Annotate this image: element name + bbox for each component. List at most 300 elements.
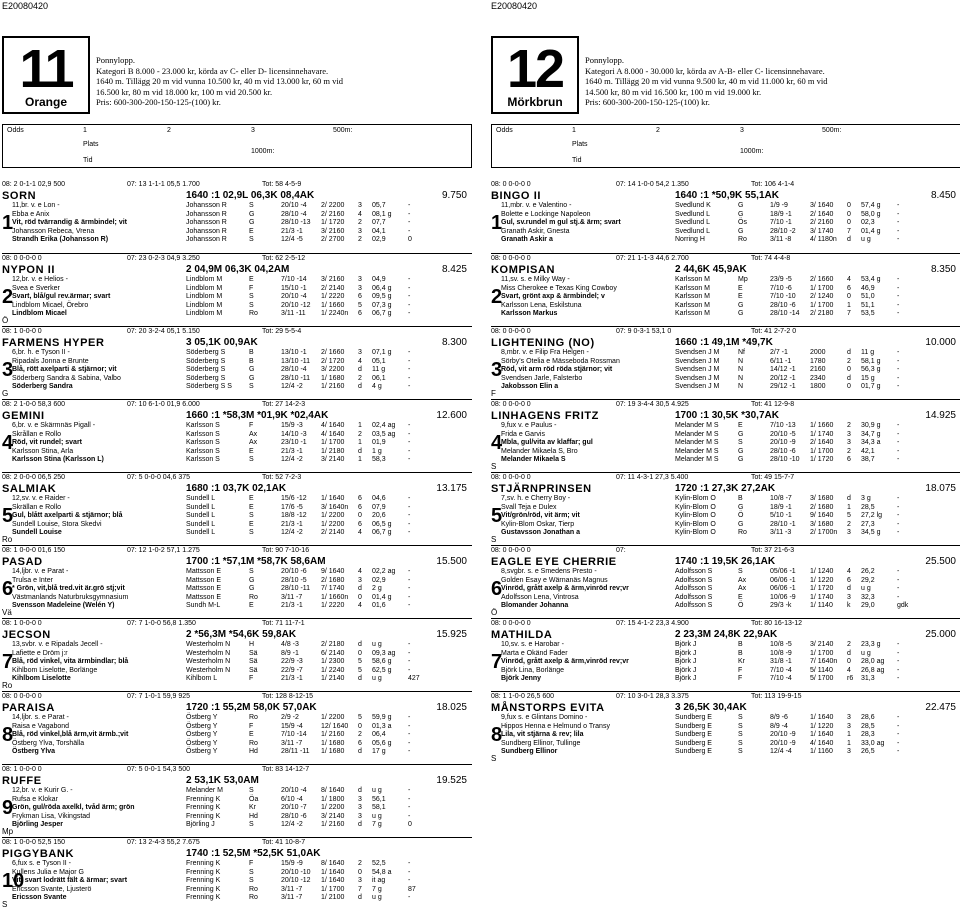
detail-line: Sundberg Ellinor, Tullinge — [501, 739, 581, 747]
detail-line: Kullens Julia e Major G — [12, 868, 84, 876]
run-cell: Sundell L — [186, 520, 216, 528]
run-cell: 3/11 -7 — [281, 739, 303, 747]
run-cell: Karlsson S — [186, 456, 220, 464]
detail-line: Hippos Henna e Helmund o Transy — [501, 722, 610, 730]
horse-stats — [2, 839, 472, 847]
run-cell: u g — [861, 585, 871, 593]
run-cell: 20/10 -5 — [770, 430, 796, 438]
horse-record: 1700 :1 *57,1M *58,7K 58,6AM — [186, 556, 326, 567]
run-cell: Björling J — [186, 821, 215, 829]
stat-line: Tot: 128 8-12-15 — [262, 693, 313, 700]
run-cell: Karlsson S — [186, 430, 220, 438]
stat-line: 08: 0 0-0-0 0 — [491, 328, 531, 335]
run-cell: 2 — [358, 374, 362, 382]
horse-details — [501, 568, 629, 611]
detail-line: 6,br. v. e Skärmnäs Pigall - — [12, 422, 96, 429]
horse-details — [12, 714, 128, 757]
run-cell: 17/6 -5 — [281, 503, 303, 511]
start-number: 1 — [491, 212, 503, 234]
run-cell: 0 — [847, 210, 851, 218]
run-cell: 3 — [358, 276, 362, 283]
detail-line: Björling Jesper — [12, 821, 63, 829]
run-cell: 0 — [847, 202, 851, 209]
grid-label-c1: 1 — [83, 127, 87, 134]
run-cell: 7/10 -13 — [770, 422, 796, 429]
run-cell: 20/10 -6 — [281, 568, 307, 575]
run-cell: - — [408, 641, 411, 648]
run-cell: 1/ 1220 — [810, 722, 834, 730]
run-cell: 7/ 1640n — [810, 658, 838, 666]
run-cell: Sä — [249, 666, 258, 674]
horse-details — [12, 349, 121, 392]
horse-stats — [491, 620, 960, 628]
run-cell: 2/ 1660 — [810, 276, 834, 283]
run-cell: 3 — [358, 795, 362, 803]
page-code: E20080420 — [2, 1, 49, 11]
run-cell: d — [847, 649, 851, 657]
detail-line: Trulsa e Inter — [12, 576, 53, 584]
run-cell: - — [408, 349, 411, 356]
run-cell: 0 — [358, 512, 362, 520]
run-cell: G — [738, 503, 744, 511]
run-cell: - — [897, 422, 900, 429]
run-cell: Melander M S — [675, 430, 719, 438]
start-number: 4 — [491, 432, 503, 454]
horse-entry — [491, 253, 960, 326]
horse-list — [2, 180, 472, 910]
run-cell: - — [408, 227, 411, 235]
run-cell: Johansson R — [186, 202, 227, 209]
run-cell: 6/10 -4 — [281, 795, 303, 803]
run-cell: 15 g — [861, 374, 875, 382]
run-cell: 1/ 1640 — [321, 868, 345, 876]
run-cell: S — [249, 568, 254, 575]
run-cell: 5 — [358, 666, 362, 674]
run-cell: 1/ 2160 — [321, 821, 345, 829]
run-cell: - — [408, 731, 411, 739]
run-cell: 5 — [358, 658, 362, 666]
horse-record: 1720 :1 55,2M 58,0K 57,0AK — [186, 702, 317, 713]
run-cell: 7/ 1740 — [321, 585, 345, 593]
horse-entry — [2, 180, 472, 253]
run-cell: 1 — [847, 503, 851, 511]
detail-line: Marta e Okänd Fader — [501, 649, 568, 657]
horse-prize: 18.025 — [436, 702, 467, 713]
run-cell: N — [738, 366, 744, 374]
run-cell: 04,1 — [372, 227, 386, 235]
run-cell: 1/ 1640 — [321, 877, 345, 885]
run-cell: Frenning K — [186, 795, 221, 803]
run-cell: 1/9 -9 — [770, 202, 788, 209]
run-cell: - — [897, 739, 900, 747]
stat-line: 08: 2 0-1-1 02,9 500 — [2, 181, 66, 188]
stat-line: 07: 13 1-1-1 05,5 1.700 — [127, 181, 200, 188]
run-cell: 15/9 -9 — [281, 860, 303, 867]
run-cell: Frenning K — [186, 877, 221, 885]
race-info-line: Pris: 600-300-200-150-125-(100) kr. — [585, 97, 710, 107]
run-cell: 3/ 1740 — [810, 227, 834, 235]
detail-line: Röd, vit arm röd röda stjärnor; vit — [501, 366, 613, 374]
run-cell: 2/ 2140 — [321, 529, 345, 537]
run-cell: 06/06 -1 — [770, 585, 796, 593]
run-cell: - — [408, 568, 411, 575]
run-cell: d — [847, 349, 851, 356]
horse-entry — [2, 545, 472, 618]
run-cell: 7 — [847, 227, 851, 235]
run-cell: it ag — [372, 877, 386, 885]
run-cell: 1/ 1680 — [321, 748, 345, 756]
run-cell: 01,9 — [372, 439, 386, 447]
run-cell: S — [738, 568, 743, 575]
run-cell: 4 g — [372, 383, 382, 391]
stat-line: 07: 19 3-4-4 30,5 4.925 — [616, 401, 689, 408]
detail-line: 14,ljbr. s. e Parat - — [12, 714, 69, 721]
run-cell: 8/9 -4 — [770, 722, 788, 730]
grid-label-m1000: 1000m: — [740, 148, 764, 155]
run-cell: 07,3 g — [372, 301, 392, 309]
run-cell: Mattsson E — [186, 568, 222, 575]
run-cell: 5 — [358, 714, 362, 721]
run-cell: E — [249, 495, 254, 502]
run-cell: - — [408, 748, 411, 756]
horse-name: PARAISA — [2, 702, 55, 714]
run-cell: 6 — [358, 293, 362, 301]
run-cell: Melander M S — [675, 447, 719, 455]
run-cell: 02,9 — [372, 236, 386, 244]
run-cell: Frenning K — [186, 868, 221, 876]
run-cell: - — [897, 722, 900, 730]
run-cell: Björk J — [675, 666, 697, 674]
detail-line: Bolette e Lockinge Napoleon — [501, 210, 591, 218]
run-cell: 27,3 — [861, 520, 875, 528]
detail-line: Gul, sv.rundel m gul stj.& ärm; svart — [501, 219, 621, 227]
run-cell: 7/10 -10 — [770, 293, 796, 301]
run-cell: 53,4 g — [861, 276, 881, 283]
run-cell: 1/ 2240n — [321, 310, 349, 318]
horse-stats — [491, 401, 960, 409]
run-cell: Svendsen J M — [675, 366, 720, 374]
stat-line: Tot: 83 14-12-7 — [262, 766, 310, 773]
horse-entry — [2, 691, 472, 764]
run-cell: E — [249, 731, 254, 739]
run-cell: 1/ 2200 — [321, 804, 345, 812]
stat-line: 08: 1 0-0-0 0 — [2, 766, 42, 773]
run-cell: - — [408, 284, 411, 292]
detail-line: Kylin-Blom Oskar, Tierp — [501, 520, 575, 528]
run-cell: 1/ 2200 — [321, 512, 345, 520]
stat-line: 08: 2 1-0-0 58,3 600 — [2, 401, 66, 408]
run-cell: S — [738, 739, 743, 747]
run-cell: Adolfsson S — [675, 585, 713, 593]
run-cell: 29,0 — [861, 602, 875, 610]
run-cell: Björk J — [675, 649, 697, 657]
run-cell: - — [897, 576, 900, 584]
run-cell: G — [738, 301, 744, 309]
detail-line: 7,sv. h. e Cherry Boy - — [501, 495, 571, 502]
horse-name: LIGHTENING (NO) — [491, 337, 595, 349]
horse-stats — [491, 255, 960, 263]
run-cell: 1/ 1640 — [321, 495, 345, 502]
run-cell: G — [738, 227, 744, 235]
detail-line: 9,fux s. e Glintans Domino - — [501, 714, 588, 721]
run-cell: 0 — [358, 722, 362, 730]
run-cell: G — [249, 210, 255, 218]
run-cell: S — [249, 512, 254, 520]
run-cell: Adolfsson S — [675, 593, 713, 601]
race-info-line: 1640 m. Tillägg 20 m vid vunna 10.500 kr, 40 m vid 13.000 kr, 60 m vid — [96, 76, 344, 86]
run-cell: 10/8 -5 — [770, 641, 792, 648]
run-cell: - — [408, 739, 411, 747]
race-box — [491, 36, 579, 114]
run-cell: 2/7 -1 — [770, 349, 788, 356]
run-cell: 3/11 -8 — [770, 236, 792, 244]
detail-line: Karlsson Markus — [501, 310, 558, 318]
run-cell: Sundberg E — [675, 739, 712, 747]
detail-line: 10,sv. s. e Harobar - — [501, 641, 564, 648]
run-cell: 34,5 g — [861, 529, 881, 537]
run-cell: Kylin-Blom O — [675, 520, 716, 528]
run-cell: 8/ 1640 — [321, 787, 345, 794]
run-cell: - — [408, 430, 411, 438]
run-cell: - — [897, 383, 900, 391]
run-cell: 4 — [847, 666, 851, 674]
grid-label-plats: Plats — [83, 141, 99, 148]
stat-line: Tot: 106 4-1-4 — [751, 181, 795, 188]
run-cell: E — [738, 284, 743, 292]
run-cell: 4 — [358, 602, 362, 610]
run-cell: - — [408, 202, 411, 209]
run-cell: 7/10 -14 — [281, 276, 307, 283]
run-cell: - — [408, 301, 411, 309]
run-cell: - — [408, 503, 411, 511]
district-sign: Ö — [491, 608, 498, 617]
run-cell: 1/ 1700 — [810, 447, 834, 455]
race-color: Orange — [24, 95, 67, 109]
detail-line: Lindblom Micael, Örebro — [12, 301, 89, 309]
run-cell: 3 — [847, 593, 851, 601]
run-cell: 1/ 1700 — [321, 885, 345, 893]
run-cell: F — [249, 675, 254, 683]
run-cell: Svedlund K — [675, 202, 711, 209]
horse-stats — [491, 547, 960, 555]
run-cell: 04,9 — [372, 276, 386, 283]
run-cell: - — [897, 236, 900, 244]
run-cell: 2/ 2140 — [321, 284, 345, 292]
start-number: 7 — [2, 651, 14, 673]
run-cell: d — [847, 236, 851, 244]
horse-entry — [491, 326, 960, 399]
run-cell: Mattsson E — [186, 585, 222, 593]
run-cell: Ax — [738, 585, 747, 593]
run-cell: Kr — [738, 658, 745, 666]
horse-entry — [2, 764, 472, 837]
stat-line: Tot: 29 5-5-4 — [262, 328, 302, 335]
run-cell: - — [408, 383, 411, 391]
run-cell: - — [408, 366, 411, 374]
run-cell: u g — [372, 812, 382, 820]
stat-line: 07: 5 0-0-0 04,6 375 — [127, 474, 191, 481]
run-cell: - — [897, 210, 900, 218]
run-cell: 3/ 2160 — [321, 227, 345, 235]
race-info-line: 14.500 kr, 80 m vid 16.500 kr, 100 m vid 19.000 kr. — [585, 86, 762, 97]
run-cell: Lindblom M — [186, 284, 223, 292]
run-cell: 14/10 -3 — [281, 430, 307, 438]
detail-line: Granath Askir a — [501, 236, 553, 244]
run-cell: Mattsson E — [186, 576, 222, 584]
grid-label-plats: Plats — [572, 141, 588, 148]
horse-record: 2 53,1K 53,0AM — [186, 775, 259, 786]
horse-name: STJÄRNPRINSEN — [491, 483, 592, 495]
run-cell: Westerholm N — [186, 666, 231, 674]
run-cell: 4/ 1640 — [321, 422, 345, 429]
run-cell: Norring H — [675, 236, 705, 244]
run-cell: 06,4 — [372, 731, 386, 739]
run-cell: Sundh M-L — [186, 602, 221, 610]
run-cell: 34,3 a — [861, 439, 881, 447]
run-cell: Ro — [249, 714, 258, 721]
run-cell: - — [897, 520, 900, 528]
race-info-line: Ponnylopp. — [585, 55, 624, 65]
run-cell: 3/11 -7 — [281, 894, 303, 902]
run-cell: Sä — [249, 658, 258, 666]
detail-line: Frida e Garvis — [501, 430, 545, 438]
run-cell: N — [738, 357, 744, 365]
district-sign: Ro — [2, 681, 13, 690]
run-cell: 3 — [358, 576, 362, 584]
detail-line: Vinröd, grått axelp & ärm,vinröd rev;vr — [501, 585, 629, 593]
run-cell: 2 — [847, 422, 851, 429]
run-cell: Karlsson M — [675, 293, 711, 301]
run-cell: 13/10 -11 — [281, 357, 311, 365]
run-cell: Östberg Y — [186, 748, 218, 756]
run-cell: Melander M S — [675, 422, 719, 429]
run-cell: 08,1 g — [372, 210, 392, 218]
grid-label-m500: 500m: — [822, 127, 842, 134]
run-cell: 3 — [847, 722, 851, 730]
run-cell: Östberg Y — [186, 714, 218, 721]
run-cell: - — [897, 748, 900, 756]
horse-record: 3 05,1K 00,9AK — [186, 337, 258, 348]
run-cell: 4 — [847, 568, 851, 575]
run-cell: Sä — [249, 649, 258, 657]
run-cell: 26,8 ag — [861, 666, 885, 674]
run-cell: 01,4 g — [372, 593, 392, 601]
horse-record: 2 44,6K 45,9AK — [675, 264, 747, 275]
run-cell: Björk J — [675, 675, 697, 683]
run-cell: 2000 — [810, 349, 826, 356]
run-cell: 6 — [847, 576, 851, 584]
detail-line: Svendsen Jarle, Falsterbo — [501, 374, 583, 382]
run-cell: F — [249, 860, 254, 867]
horse-prize: 9.750 — [441, 190, 467, 201]
run-cell: 12/4 -4 — [770, 748, 792, 756]
run-cell: 2 — [358, 860, 362, 867]
run-cell: - — [408, 593, 411, 601]
run-cell: 3/ 1680 — [810, 520, 834, 528]
stat-line: 07: 10 6-1-0 01,9 6.000 — [127, 401, 200, 408]
detail-line: Grön, gul/röda axelkl, tvåd ärm; grön — [12, 804, 135, 812]
run-cell: 0 — [847, 219, 851, 227]
run-cell: Söderberg S — [186, 357, 226, 365]
stat-line: Tot: 74 4-4-8 — [751, 255, 791, 262]
detail-line: Melander Mikaela S, Bro — [501, 447, 578, 455]
run-cell: - — [408, 293, 411, 301]
run-cell: Sundell L — [186, 495, 216, 502]
run-cell: S — [738, 439, 743, 447]
stat-line: 07: — [616, 547, 626, 554]
detail-line: Karlsson Lena, Eskilstuna — [501, 301, 582, 309]
stat-line: 08: 0 0-0-0 0 — [491, 181, 531, 188]
run-cell: Adolfsson S — [675, 576, 713, 584]
run-cell: Östberg Y — [186, 739, 218, 747]
run-cell: 12/4 -2 — [281, 529, 303, 537]
run-cell: 01,7 g — [861, 383, 881, 391]
run-cell: - — [897, 430, 900, 438]
stat-line: 08: 0 0-0-0 0 — [491, 401, 531, 408]
detail-line: Vinröd, grått axelp & ärm,vinröd rev;vr — [501, 658, 629, 666]
run-cell: - — [408, 512, 411, 520]
run-cell: 58,1 g — [861, 357, 881, 365]
run-cell: 1 — [847, 301, 851, 309]
start-number: 6 — [2, 578, 14, 600]
run-cell: 34,7 g — [861, 430, 881, 438]
detail-line: 12,sv. v. e Raider - — [12, 495, 70, 502]
stat-line: 08: 0 0-0-0 0 — [491, 255, 531, 262]
horse-prize: 15.500 — [436, 556, 467, 567]
run-cell: 28/10 -14 — [770, 310, 800, 318]
run-cell: 12/ 1640 — [321, 722, 349, 730]
stat-line: 08: 1 0-0-0 52,5 150 — [2, 839, 66, 846]
run-cell: 1/ 2180 — [321, 447, 345, 455]
grid-label-odds: Odds — [496, 127, 513, 134]
run-cell: 6 — [358, 310, 362, 318]
run-cell: 31,3 — [861, 675, 875, 683]
run-cell: 1/ 1720 — [810, 456, 834, 464]
grid-label-c3: 3 — [251, 127, 255, 134]
detail-line: Östberg Ylva, Torshälla — [12, 739, 85, 747]
stat-line: Tot: 27 14-2-3 — [262, 401, 306, 408]
run-cell: 01,6 — [372, 602, 386, 610]
horse-record: 1740 :1 19,5K 26,1AK — [675, 556, 776, 567]
run-cell: 28/10 -11 — [281, 585, 311, 593]
run-cell: 4 — [847, 276, 851, 283]
run-cell: 28/10 -6 — [770, 447, 796, 455]
detail-line: 14,ljbr. v. e Parat - — [12, 568, 69, 575]
detail-line: 11,br. v. e Lon - — [12, 202, 60, 209]
district-sign: Ro — [2, 535, 13, 544]
run-cell: Ax — [249, 430, 258, 438]
horse-entry — [491, 180, 960, 253]
run-cell: 1/ 1720 — [810, 585, 834, 593]
run-cell: 20/10 -12 — [281, 301, 311, 309]
run-cell: F — [738, 666, 743, 674]
detail-line: Vit, svart lodrätt fält & ärmar; svart — [12, 877, 128, 885]
horse-record: 3 26,5K 30,4AK — [675, 702, 747, 713]
district-sign: S — [2, 900, 8, 909]
run-cell: 0 — [358, 593, 362, 601]
run-cell: 23,3 g — [861, 641, 881, 648]
run-cell: 33,0 ag — [861, 739, 885, 747]
run-cell: G — [738, 447, 744, 455]
run-cell: E — [249, 227, 254, 235]
detail-line: 11,mbr. v. e Valentino - — [501, 202, 572, 209]
run-cell: Frenning K — [186, 812, 221, 820]
horse-stats — [2, 620, 472, 628]
horse-record: 1660 :1 *58,3M *01,9K *02,4AK — [186, 410, 329, 421]
run-cell: - — [408, 666, 411, 674]
detail-line: Golden Esay e Wärnanäs Magnus — [501, 576, 608, 584]
run-cell: 2 — [847, 357, 851, 365]
